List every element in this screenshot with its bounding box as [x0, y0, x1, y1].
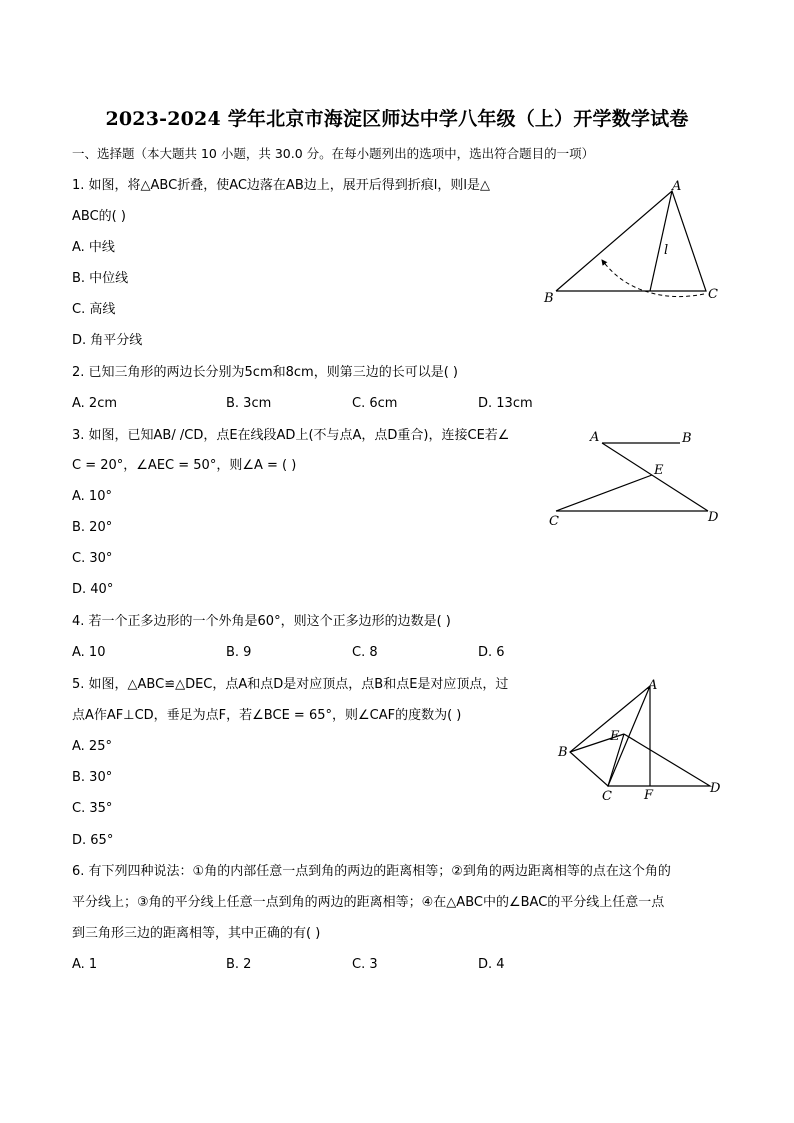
q2-option-a[interactable]: A. 2cm — [72, 396, 118, 411]
q4-option-d[interactable]: D. 6 — [478, 645, 505, 660]
q1-option-d[interactable]: D. 角平分线 — [72, 333, 143, 348]
q2-option-d[interactable]: D. 13cm — [478, 396, 533, 411]
q3-option-a[interactable]: A. 10° — [72, 489, 112, 504]
q1-option-c[interactable]: C. 高线 — [72, 302, 116, 317]
q1-stem-line1: 1. 如图，将△ABC折叠，使AC边落在AB边上，展开后得到折痕l，则l是△ — [72, 178, 490, 193]
crease-line-l — [650, 191, 672, 291]
q6-option-b[interactable]: B. 2 — [226, 957, 252, 972]
q4-option-a[interactable]: A. 10 — [72, 645, 106, 660]
q5-label-b: B — [558, 745, 568, 760]
q3-option-c[interactable]: C. 30° — [72, 551, 113, 566]
q6-stem-line1: 6. 有下列四种说法：①角的内部任意一点到角的两边的距离相等；②到角的两边距离相等的点在这个角的 — [72, 864, 671, 879]
q1-stem-line2: ABC的( ) — [72, 209, 126, 224]
q1-label-b: B — [544, 291, 554, 306]
q3-label-b: B — [682, 431, 692, 446]
q1-label-c: C — [708, 287, 718, 302]
q5-label-c: C — [602, 789, 612, 804]
q5-label-e: E — [610, 729, 620, 744]
q3-label-e: E — [654, 463, 664, 478]
q5-option-a[interactable]: A. 25° — [72, 739, 112, 754]
q5-stem-line1: 5. 如图，△ABC≌△DEC，点A和点D是对应顶点，点B和点E是对应顶点，过 — [72, 677, 509, 692]
q5-congruent-triangles-figure — [550, 674, 730, 804]
q1-option-b[interactable]: B. 中位线 — [72, 271, 129, 286]
q3-option-b[interactable]: B. 20° — [72, 520, 113, 535]
q2-option-c[interactable]: C. 6cm — [352, 396, 398, 411]
q6-option-d[interactable]: D. 4 — [478, 957, 505, 972]
segment-ce — [556, 475, 652, 511]
q6-option-a[interactable]: A. 1 — [72, 957, 98, 972]
q3-label-c: C — [549, 514, 559, 529]
q1-label-l: l — [664, 243, 669, 258]
q3-label-d: D — [708, 510, 719, 525]
q1-triangle-figure — [536, 174, 732, 310]
q4-option-c[interactable]: C. 8 — [352, 645, 378, 660]
q1-label-a: A — [672, 179, 682, 194]
q6-option-c[interactable]: C. 3 — [352, 957, 378, 972]
q5-option-d[interactable]: D. 65° — [72, 833, 114, 848]
section-heading: 一、选择题（本大题共 10 小题，共 30.0 分。在每小题列出的选项中，选出符合题目的一项） — [72, 146, 595, 161]
q4-stem: 4. 若一个正多边形的一个外角是60°，则这个正多边形的边数是( ) — [72, 614, 451, 629]
q6-stem-line3: 到三角形三边的距离相等，其中正确的有( ) — [72, 926, 321, 941]
q2-stem: 2. 已知三角形的两边长分别为5cm和8cm，则第三边的长可以是( ) — [72, 365, 458, 380]
q3-stem-line2: C = 20°，∠AEC = 50°，则∠A = ( ) — [72, 458, 297, 473]
q1-option-a[interactable]: A. 中线 — [72, 240, 115, 255]
q5-stem-line2: 点A作AF⊥CD，垂足为点F，若∠BCE = 65°，则∠CAF的度数为( ) — [72, 708, 462, 723]
q3-label-a: A — [590, 430, 600, 445]
q5-label-d: D — [710, 781, 721, 796]
q5-option-b[interactable]: B. 30° — [72, 770, 113, 785]
q6-stem-line2: 平分线上；③角的平分线上任意一点到角的两边的距离相等；④在△ABC中的∠BAC的平分线上任意一点 — [72, 895, 665, 910]
triangle-dec — [608, 734, 710, 786]
q4-option-b[interactable]: B. 9 — [226, 645, 252, 660]
q3-option-d[interactable]: D. 40° — [72, 582, 114, 597]
q3-stem-line1: 3. 如图，已知AB/ /CD，点E在线段AD上(不与点A，点D重合)，连接CE若∠ — [72, 428, 510, 443]
q5-label-f: F — [644, 788, 654, 803]
q3-parallel-lines-figure — [540, 424, 730, 530]
q2-option-b[interactable]: B. 3cm — [226, 396, 272, 411]
triangle-abc — [556, 191, 706, 291]
q5-label-a: A — [648, 678, 658, 693]
page-title: 2023-2024 学年北京市海淀区师达中学八年级（上）开学数学试卷 — [105, 108, 689, 130]
q5-option-c[interactable]: C. 35° — [72, 801, 113, 816]
